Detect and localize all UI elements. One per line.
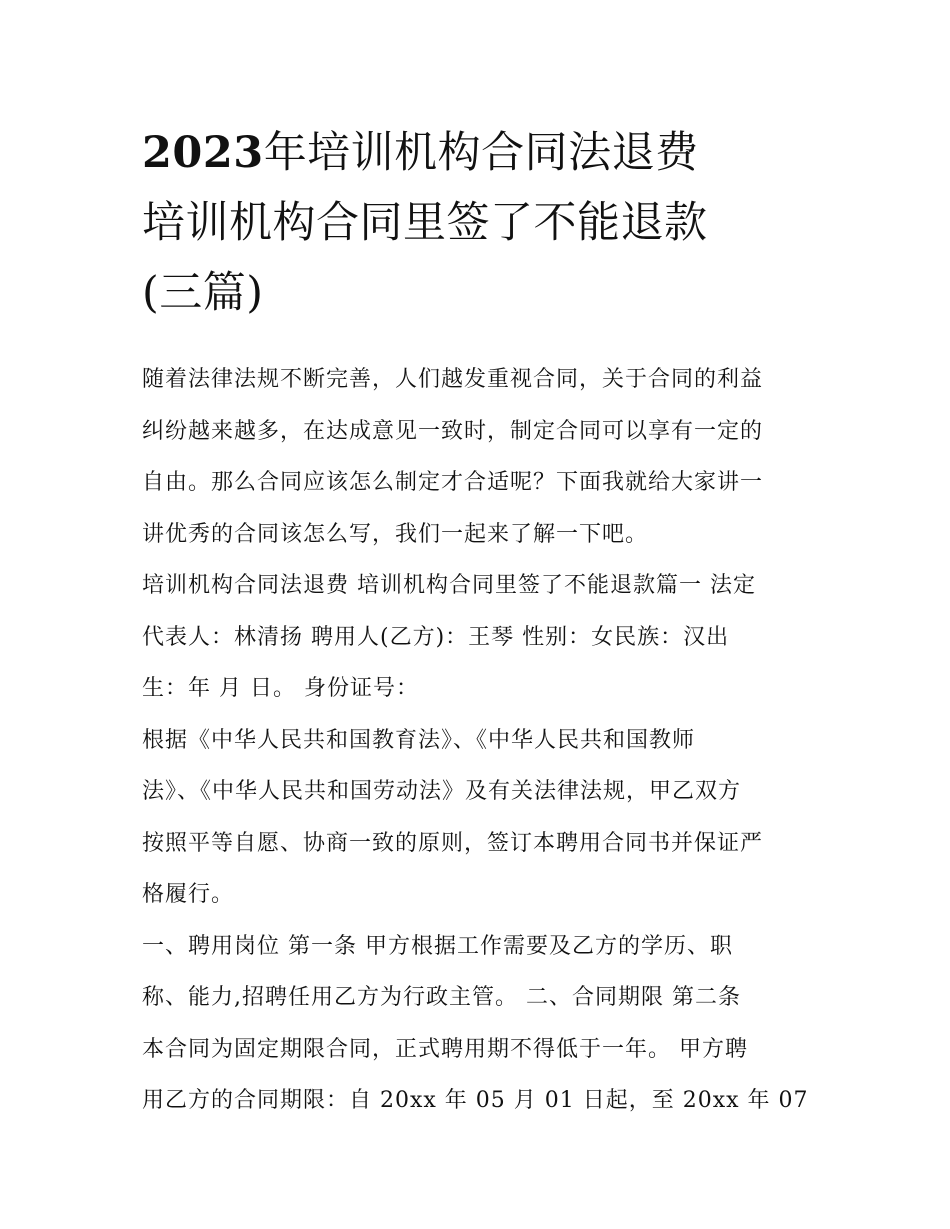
document-body [142,354,814,1127]
title-line [142,118,814,188]
text-line: 纠纷越来越多，在达成意见一致时，制定合同可以享有一定的 [142,418,764,444]
text-line: 法》、《中华人民共和国劳动法》及有关法律法规，甲乙双方 [142,779,742,804]
document-page [142,118,814,1127]
paragraph-parties [142,560,814,715]
title-line: 培训机构合同里签了不能退款 [142,198,708,248]
text-line: 随着法律法规不断完善，人们越发重视合同，关于合同的利益 [142,367,764,392]
text-line: 用乙方的合同期限：自 20xx 年 05 月 01 日起，至 20xx 年 07 [142,1088,809,1113]
paragraph-legal-basis [142,715,814,921]
text-line: 讲优秀的合同该怎么写，我们一起来了解一下吧。 [142,521,649,547]
text-line: 根据《中华人民共和国教育法》、《中华人民共和国教师 [142,727,696,753]
title-line-text: 年培训机构合同法退费 [263,128,699,178]
text-line: 称、能力,招聘任用乙方为行政主管。 二、合同期限 第二条 [142,985,741,1010]
paragraph-intro [142,354,814,560]
document-title [142,118,814,328]
text-line: 生：年 月 日。 身份证号： [142,676,419,701]
text-line: 代表人：林清扬 聘用人(乙方)：王琴 性别：女民族：汉出 [142,624,730,650]
text-line: 自由。那么合同应该怎么制定才合适呢？下面我就给大家讲一 [142,470,764,495]
text-line: 本合同为固定期限合同，正式聘用期不得低于一年。 甲方聘 [142,1036,748,1062]
title-year: 2023 [142,128,264,178]
title-line: (三篇) [142,268,264,318]
paragraph-terms [142,921,814,1127]
text-line: 按照平等自愿、协商一致的原则，签订本聘用合同书并保证严 [142,830,764,856]
text-line: 一、聘用岗位 第一条 甲方根据工作需要及乙方的学历、职 [142,933,733,959]
text-line: 培训机构合同法退费 培训机构合同里签了不能退款篇一 法定 [142,573,756,598]
text-line: 格履行。 [142,882,235,907]
